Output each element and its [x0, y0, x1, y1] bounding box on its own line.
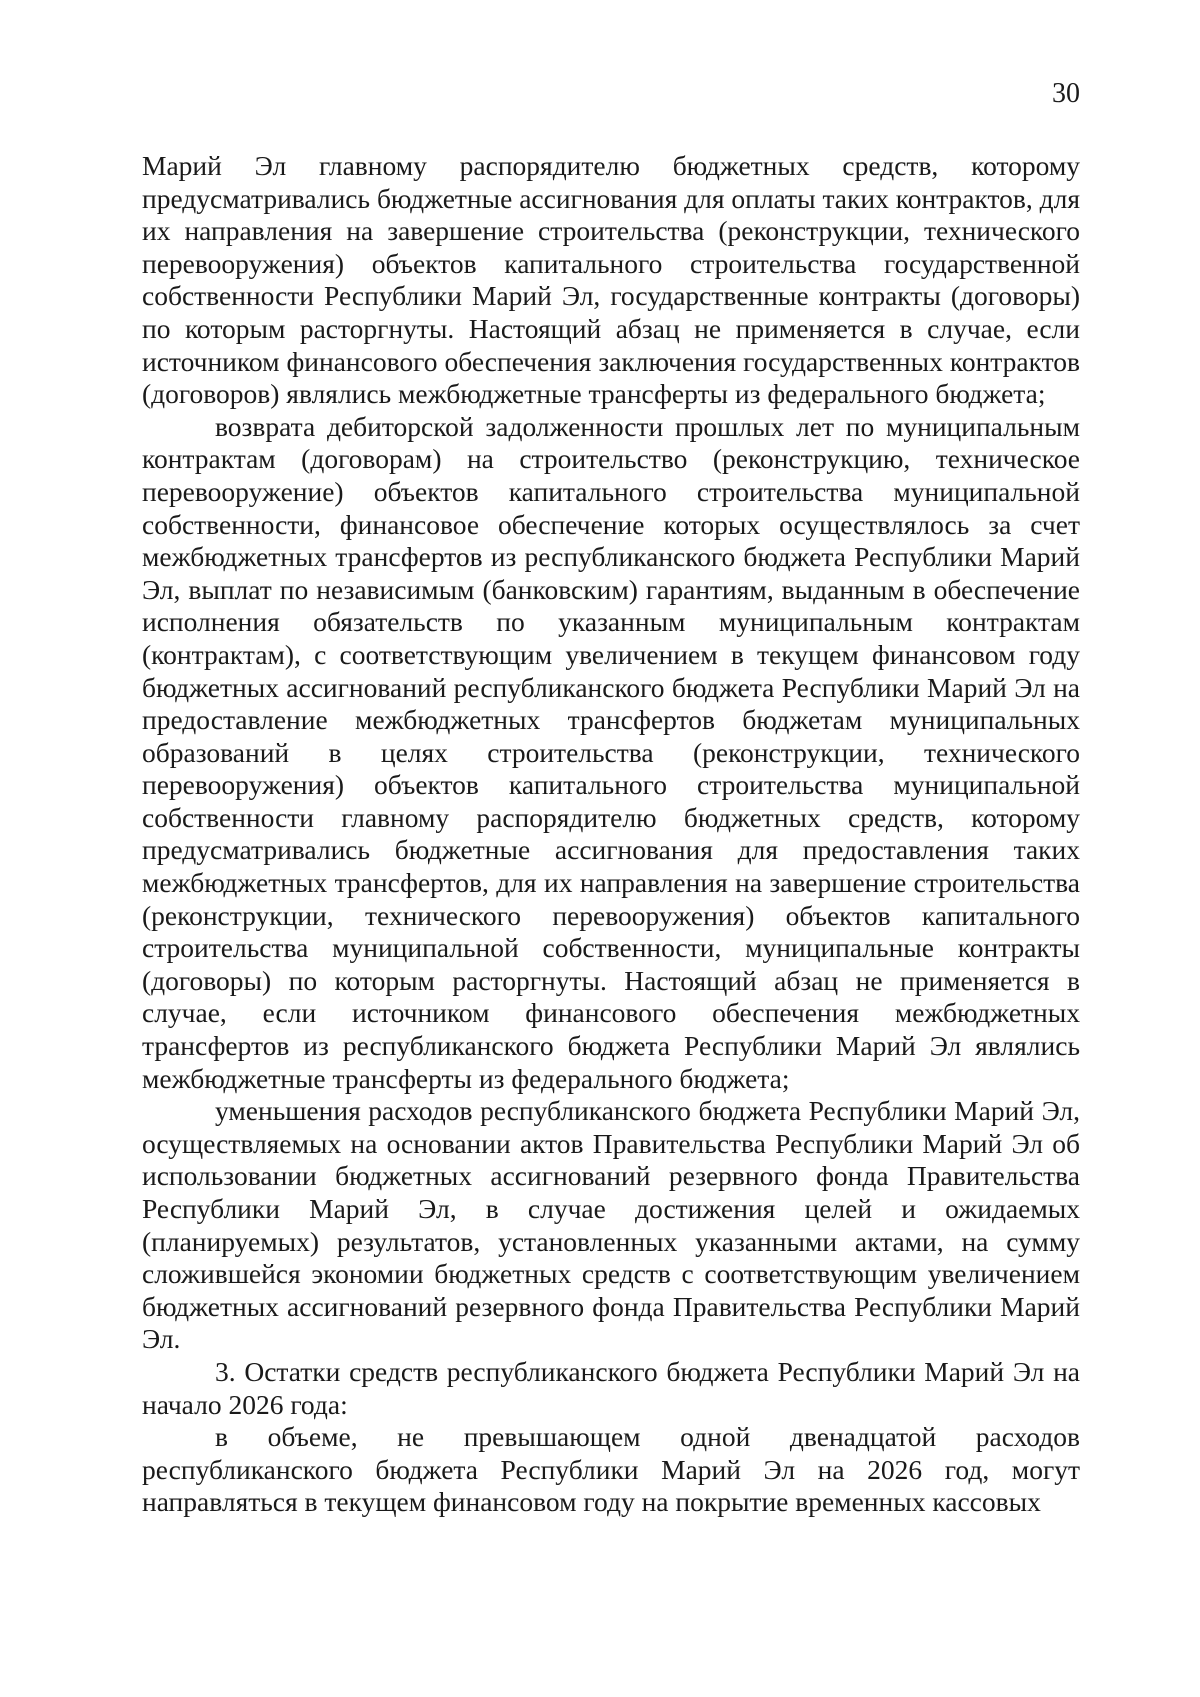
paragraph-balance-volume: в объеме, не превышающем одной двенадцатой расходов республиканского бюджета Республики Марий Эл на 2026 год, могут направляться в текущем финансовом году на покрытие временных кассовых — [142, 1421, 1080, 1518]
paragraph-continuation: Марий Эл главному распорядителю бюджетных средств, которому предусматривались бюджетные ассигнования для оплаты таких контрактов, для их направления на завершение строительства (реконструкции, технического перевооружения) объектов капитального строительства государственной собственности Республики Марий Эл, государственные контракты (договоры) по которым расторгнуты. Настоящий абзац не применяется в случае, если источником финансового обеспечения заключения государственных контрактов (договоров) являлись межбюджетные трансферты из федерального бюджета; — [142, 150, 1080, 410]
paragraph-item-3: 3. Остатки средств республиканского бюджета Республики Марий Эл на начало 2026 года: — [142, 1355, 1080, 1420]
document-body — [142, 150, 1080, 1519]
page-number: 30 — [1052, 78, 1080, 109]
paragraph-receivables-return: возврата дебиторской задолженности прошлых лет по муниципальным контрактам (договорам) на строительство (реконструкцию, техническое перевооружение) объектов капитального строительства муниципальной собственности, финансовое обеспечение которых осуществлялось за счет межбюджетных трансфертов из республиканского бюджета Республики Марий Эл, выплат по независимым (банковским) гарантиям, выданным в обеспечение исполнения обязательств по указанным муниципальным контрактам (контрактам), с соответствующим увеличением в текущем финансовом году бюджетных ассигнований республиканского бюджета Республики Марий Эл на предоставление межбюджетных трансфертов бюджетам муниципальных образований в целях строительства (реконструкции, технического перевооружения) объектов капитального строительства муниципальной собственности главному распорядителю бюджетных средств, которому предусматривались бюджетные ассигнования для предоставления таких межбюджетных трансфертов, для их направления на завершение строительства (реконструкции, технического перевооружения) объектов капитального строительства муниципальной собственности, муниципальные контракты (договоры) по которым расторгнуты. Настоящий абзац не применяется в случае, если источником финансового обеспечения межбюджетных трансфертов из республиканского бюджета Республики Марий Эл являлись межбюджетные трансферты из федерального бюджета; — [142, 410, 1080, 1094]
paragraph-expense-reduction: уменьшения расходов республиканского бюджета Республики Марий Эл, осуществляемых на основании актов Правительства Республики Марий Эл об использовании бюджетных ассигнований резервного фонда Правительства Республики Марий Эл, в случае достижения целей и ожидаемых (планируемых) результатов, установленных указанными актами, на сумму сложившейся экономии бюджетных средств с соответствующим увеличением бюджетных ассигнований резервного фонда Правительства Республики Марий Эл. — [142, 1095, 1080, 1355]
